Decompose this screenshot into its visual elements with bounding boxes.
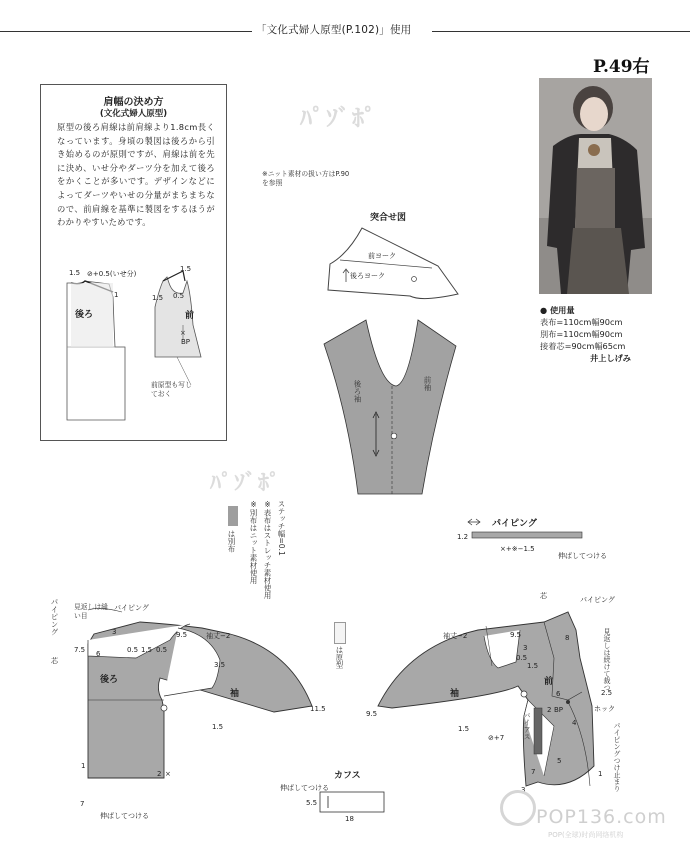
front-sleeve-label: 袖 (450, 689, 460, 699)
back-yoke-label: 後ろヨーク (350, 272, 385, 280)
back-n-05b: 0.5 (156, 646, 168, 654)
back-n-11-5: 11.5 (310, 705, 326, 713)
model-illustration (539, 78, 652, 294)
front-side-num: 1.5 (152, 294, 164, 302)
shoulder-width-box (40, 84, 227, 441)
back-vertical-piping: パイピング (50, 598, 59, 636)
back-shoulder-num: 1.5 (69, 269, 81, 277)
front-bias: バイアス (523, 712, 531, 740)
front-piping-top: パイピング (580, 596, 615, 604)
back-n-3-5: 3.5 (214, 661, 226, 669)
front-piece-label: 前 (185, 311, 195, 321)
back-n-05a: 0.5 (127, 646, 139, 654)
back-sleeve-label: 後ろ袖 (353, 380, 362, 403)
back-facing-note: 見返しは縫い目 (74, 603, 108, 620)
assembly-diagram (318, 224, 468, 504)
front-top-num: 1.5 (180, 265, 192, 273)
front-n-1: 1 (598, 770, 603, 778)
front-n-8: 8 (565, 634, 570, 642)
front-sleeve-label: 前袖 (423, 376, 432, 391)
front-n-4: 4 (572, 719, 577, 727)
stretch-note: ※表布はストレッチ素材使用 (263, 500, 272, 599)
back-n-2: 2 (157, 770, 162, 778)
back-sleeve-length: 袖丈−2 (206, 632, 231, 640)
materials-block (540, 304, 631, 364)
back-hem-stretch: 伸ばしてつける (100, 812, 149, 820)
back-piping-label: パイピング (114, 604, 149, 612)
header-rule-right (432, 31, 690, 32)
front-n-1-5: 1.5 (527, 662, 539, 670)
prototype-note: は原型 (335, 646, 344, 669)
back-n-15a: 1.5 (141, 646, 153, 654)
back-n-3: 3 (112, 628, 117, 636)
back-n-1: 1 (81, 762, 86, 770)
material-line-3: 接着芯=90cm幅65cm (540, 341, 626, 351)
back-n-1-5: 1.5 (212, 723, 224, 731)
prototype-diagram (41, 85, 228, 442)
front-n-9-5b: 9.5 (366, 710, 378, 718)
faint-watermark-1: ﾊﾟｿﾞﾎﾟ (300, 104, 378, 132)
front-05-num: 0.5 (173, 292, 185, 300)
front-n-6: 6 (556, 690, 561, 698)
front-n-2-5: 2.5 (601, 689, 613, 697)
watermark-brand: POP136.com (536, 806, 667, 828)
back-piece-label: 後ろ (75, 310, 94, 320)
stitch-note: ステッチ幅=0.1 (277, 500, 286, 556)
page-number: P.49右 (593, 57, 650, 77)
front-interfacing: 芯 (540, 592, 547, 600)
front-copy-note: 前原型も写しておく (151, 381, 192, 398)
front-n-05: 0.5 (516, 654, 528, 662)
front-sleeve-length: 袖丈−2 (443, 632, 468, 640)
contrast-fabric-note: は別布 (227, 530, 236, 553)
materials-heading: ● 使用量 (540, 305, 575, 315)
piping-stretch: 伸ばしてつける (558, 552, 607, 560)
front-n-5: 5 (557, 757, 562, 765)
back-ease-label: ⊘+0.5(いせ分) (87, 270, 137, 278)
back-pattern-drawing (60, 600, 330, 785)
front-bp: BP (554, 706, 564, 714)
cuff-stretch: 伸ばしてつける (280, 784, 329, 792)
front-piping-end: パイピングつけ止まり (613, 722, 621, 792)
material-line-1: 表布=110cm幅90cm (540, 317, 623, 327)
front-n-2: 2 (547, 706, 552, 714)
cuff-height: 5.5 (306, 799, 318, 807)
front-n-3: 3 (523, 644, 528, 652)
contrast-fabric-swatch (228, 506, 238, 526)
back-n-7: 7 (80, 800, 85, 808)
back-interfacing: 芯 (51, 657, 58, 665)
front-n-9-5a: 9.5 (510, 631, 522, 639)
watermark-logo-icon (500, 790, 536, 826)
front-hook: ホック (594, 705, 615, 713)
back-sleeve-label: 袖 (230, 689, 240, 699)
front-facing-note: 見返しは続けて裁つ (603, 628, 611, 691)
back-n-9-5: 9.5 (176, 631, 188, 639)
prototype-swatch (334, 622, 346, 644)
cuff-title: カフス (334, 771, 361, 781)
back-n-x: × (165, 770, 171, 778)
back-n-6: 6 (96, 650, 101, 658)
piping-title: パイピング (492, 519, 537, 529)
back-one-num: 1 (114, 291, 119, 299)
header-title: 「文化式婦人原型(P.102)」使用 (252, 22, 415, 37)
back-label: 後ろ (100, 675, 119, 685)
front-pattern-drawing (368, 596, 618, 796)
bp-label: BP (181, 338, 191, 346)
front-n-3b: 3 (521, 786, 526, 794)
piping-formula: ×+※−1.5 (500, 545, 535, 553)
front-n-1-5b: 1.5 (458, 725, 470, 733)
front-yoke-label: 前ヨーク (368, 252, 396, 260)
header-rule-left (0, 31, 258, 32)
front-formula: ⊘+7 (488, 734, 505, 742)
knit-note: ※ニット素材の扱い方はP.90を参照 (262, 170, 350, 187)
assembly-title: 突合せ図 (370, 213, 407, 223)
material-line-2: 別布=110cm幅90cm (540, 329, 623, 339)
box-subtitle: (文化式婦人原型) (99, 109, 168, 119)
author: 井上しげみ (590, 353, 631, 363)
svg-text:×: × (180, 329, 186, 337)
watermark-sub: POP(全球)时尚网络机构 (548, 831, 624, 839)
knit-note-2: ※別布はニット素材使用 (249, 500, 258, 584)
back-n-7-5: 7.5 (74, 646, 86, 654)
front-label: 前 (544, 677, 554, 687)
model-photo (539, 78, 652, 294)
box-title: 肩幅の決め方 (103, 97, 164, 108)
front-n-7: 7 (531, 768, 536, 776)
faint-watermark-2: ﾊﾟｿﾞﾎﾟ (210, 471, 283, 496)
piping-width: 1.2 (457, 533, 469, 541)
box-body-text: 原型の後ろ肩線は前肩線より1.8cm長くなっています。身頃の製図は後ろから引き始めるのが原則ですが、肩線は前を先に決め、いせ分やダーツ分を加えて後ろをかくことが多いです。デザインなどによってダーツやいせの分量がまちまちなので、前肩線を基準に製図をするほうがわかりやすいためです。 (57, 122, 215, 228)
cuff-width: 18 (345, 815, 354, 823)
